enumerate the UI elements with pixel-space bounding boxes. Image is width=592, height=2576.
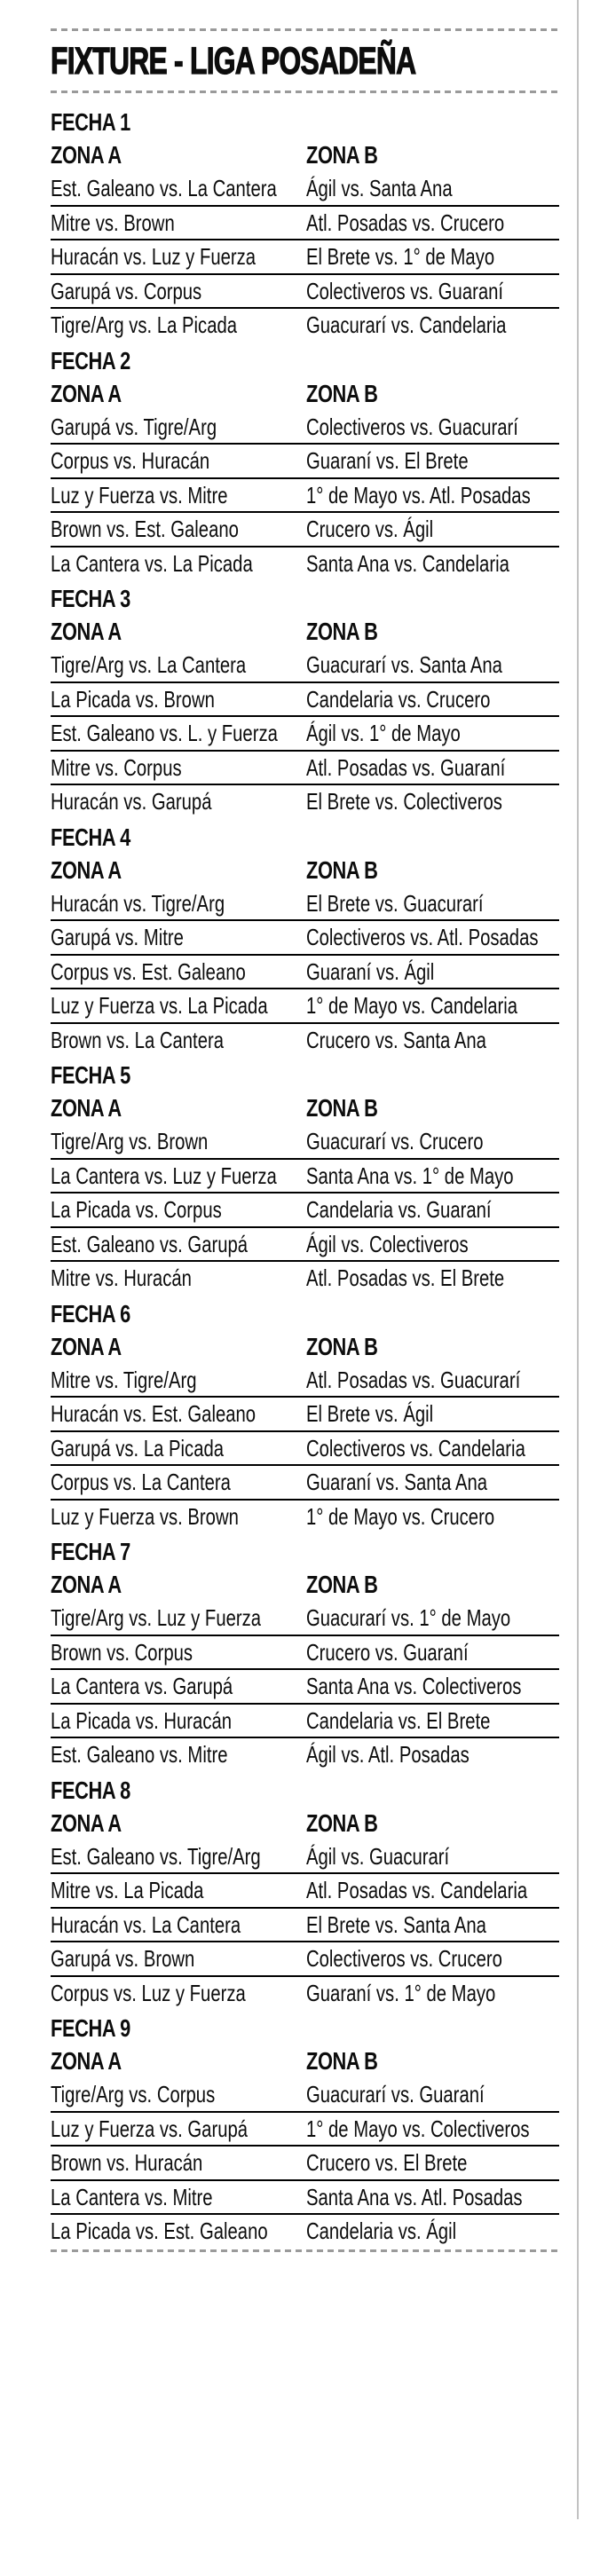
- zona-a-heading: ZONA A: [51, 1332, 122, 1360]
- match-row: [51, 1228, 559, 1263]
- match-cell-zona-a: Est. Galeano vs. La Cantera: [51, 175, 277, 201]
- zona-b-heading: ZONA B: [306, 618, 378, 645]
- fixture-round-section: [51, 105, 559, 343]
- match-cell-zona-a: Garupá vs. Brown: [51, 1945, 195, 1972]
- match-row: [51, 887, 559, 922]
- match-cell-zona-a: Garupá vs. Corpus: [51, 277, 202, 304]
- fecha-heading: FECHA 8: [51, 1776, 130, 1804]
- match-row: [51, 1398, 559, 1432]
- match-cell-zona-b: Colectiveros vs. Crucero: [306, 1945, 502, 1972]
- match-row: [51, 411, 559, 445]
- match-row: [51, 1874, 559, 1909]
- match-cell-zona-b: Ágil vs. Colectiveros: [306, 1230, 469, 1257]
- match-cell-zona-b: Atl. Posadas vs. El Brete: [306, 1264, 505, 1291]
- match-cell-zona-a: Mitre vs. Tigre/Arg: [51, 1366, 197, 1393]
- match-cell-zona-b: El Brete vs. Ágil: [306, 1400, 434, 1427]
- match-row: [51, 1977, 559, 2012]
- rounds-list: [51, 105, 559, 2249]
- match-row: [51, 1501, 559, 1535]
- match-row: [51, 1909, 559, 1943]
- zona-headings-row: [51, 615, 559, 649]
- match-row: [51, 1466, 559, 1501]
- match-cell-zona-b: Ágil vs. Guacurarí: [306, 1842, 450, 1870]
- match-row: [51, 2113, 559, 2147]
- match-row: [51, 1670, 559, 1705]
- match-cell-zona-a: Huracán vs. La Cantera: [51, 1910, 241, 1938]
- match-cell-zona-a: Huracán vs. Luz y Fuerza: [51, 243, 257, 270]
- match-cell-zona-b: Atl. Posadas vs. Guacurarí: [306, 1366, 521, 1393]
- match-cell-zona-a: Corpus vs. La Cantera: [51, 1469, 231, 1495]
- match-cell-zona-a: Tigre/Arg vs. Brown: [51, 1128, 209, 1154]
- match-cell-zona-b: 1° de Mayo vs. Atl. Posadas: [306, 481, 531, 508]
- match-cell-zona-b: Guacurarí vs. Guaraní: [306, 2081, 485, 2107]
- match-cell-zona-a: Luz y Fuerza vs. Garupá: [51, 2115, 249, 2142]
- match-cell-zona-b: Crucero vs. Ágil: [306, 516, 434, 542]
- match-cell-zona-a: Luz y Fuerza vs. Brown: [51, 1502, 239, 1530]
- title-block: [51, 31, 559, 91]
- match-row: [51, 1602, 559, 1636]
- fecha-heading: FECHA 6: [51, 1299, 130, 1327]
- match-cell-zona-b: Ágil vs. Santa Ana: [306, 175, 453, 201]
- match-cell-zona-b: Guaraní vs. Santa Ana: [306, 1469, 488, 1495]
- match-cell-zona-b: Candelaria vs. Guaraní: [306, 1196, 492, 1223]
- match-cell-zona-b: Ágil vs. Atl. Posadas: [306, 1741, 470, 1768]
- match-cell-zona-a: La Cantera vs. La Picada: [51, 549, 253, 577]
- match-row: [51, 956, 559, 990]
- zona-b-heading: ZONA B: [306, 141, 378, 169]
- match-cell-zona-b: Ágil vs. 1° de Mayo: [306, 720, 461, 746]
- match-row: [51, 2181, 559, 2216]
- match-cell-zona-b: Guacurarí vs. Santa Ana: [306, 651, 502, 678]
- match-row: [51, 2078, 559, 2113]
- match-row: [51, 2147, 559, 2181]
- match-row: [51, 2215, 559, 2249]
- match-cell-zona-a: Est. Galeano vs. Tigre/Arg: [51, 1842, 261, 1870]
- zona-headings-row: [51, 1091, 559, 1125]
- fixture-document: [51, 0, 559, 2252]
- zona-b-heading: ZONA B: [306, 1808, 378, 1837]
- zona-a-heading: ZONA A: [51, 618, 122, 645]
- match-row: [51, 1705, 559, 1739]
- match-row: [51, 1364, 559, 1398]
- match-cell-zona-b: Colectiveros vs. Candelaria: [306, 1434, 525, 1461]
- fecha-heading: FECHA 2: [51, 346, 130, 374]
- match-cell-zona-a: La Picada vs. Est. Galeano: [51, 2218, 268, 2244]
- match-cell-zona-a: Tigre/Arg vs. La Cantera: [51, 651, 247, 678]
- match-cell-zona-a: Brown vs. Corpus: [51, 1638, 193, 1666]
- match-cell-zona-b: Guacurarí vs. 1° de Mayo: [306, 1604, 511, 1631]
- match-cell-zona-a: Huracán vs. Est. Galeano: [51, 1400, 257, 1427]
- match-cell-zona-b: Guaraní vs. Ágil: [306, 957, 435, 985]
- match-cell-zona-b: Colectiveros vs. Guacurarí: [306, 413, 518, 440]
- match-cell-zona-b: 1° de Mayo vs. Crucero: [306, 1502, 495, 1530]
- match-row: [51, 445, 559, 479]
- match-cell-zona-a: Mitre vs. Huracán: [51, 1264, 192, 1291]
- match-cell-zona-a: Mitre vs. Corpus: [51, 753, 182, 781]
- match-cell-zona-b: Santa Ana vs. Atl. Posadas: [306, 2183, 523, 2210]
- match-cell-zona-b: Candelaria vs. El Brete: [306, 1706, 491, 1734]
- match-row: [51, 752, 559, 786]
- match-row: [51, 479, 559, 514]
- match-cell-zona-b: Atl. Posadas vs. Candelaria: [306, 1877, 528, 1903]
- match-row: [51, 1024, 559, 1059]
- match-cell-zona-b: Santa Ana vs. Candelaria: [306, 549, 509, 577]
- match-row: [51, 207, 559, 241]
- match-cell-zona-b: Candelaria vs. Ágil: [306, 2218, 457, 2244]
- match-cell-zona-b: Santa Ana vs. 1° de Mayo: [306, 1162, 514, 1189]
- fixture-round-section: [51, 820, 559, 1059]
- match-cell-zona-b: Guaraní vs. 1° de Mayo: [306, 1979, 496, 2006]
- fixture-round-section: [51, 1534, 559, 1773]
- match-cell-zona-b: 1° de Mayo vs. Candelaria: [306, 992, 518, 1019]
- match-row: [51, 1262, 559, 1296]
- zona-b-heading: ZONA B: [306, 1571, 378, 1598]
- fixture-round-section: [51, 1296, 559, 1535]
- match-row: [51, 989, 559, 1024]
- match-cell-zona-b: Colectiveros vs. Atl. Posadas: [306, 924, 539, 950]
- fixture-round-section: [51, 581, 559, 820]
- fixture-round-section: [51, 343, 559, 582]
- match-cell-zona-b: Guaraní vs. El Brete: [306, 447, 469, 474]
- match-row: [51, 1840, 559, 1875]
- match-row: [51, 309, 559, 343]
- zona-b-heading: ZONA B: [306, 1094, 378, 1122]
- match-row: [51, 547, 559, 582]
- fecha-heading: FECHA 5: [51, 1061, 130, 1089]
- match-cell-zona-b: Candelaria vs. Crucero: [306, 685, 491, 713]
- bottom-dashed-divider: [51, 2249, 559, 2252]
- match-row: [51, 1193, 559, 1228]
- zona-a-heading: ZONA A: [51, 1094, 122, 1122]
- match-row: [51, 1432, 559, 1467]
- zona-headings-row: [51, 2044, 559, 2078]
- zona-a-heading: ZONA A: [51, 1571, 122, 1598]
- match-cell-zona-a: Brown vs. Est. Galeano: [51, 516, 239, 542]
- match-cell-zona-a: Est. Galeano vs. Garupá: [51, 1230, 249, 1257]
- match-row: [51, 1160, 559, 1194]
- match-cell-zona-a: Tigre/Arg vs. Luz y Fuerza: [51, 1604, 262, 1631]
- match-row: [51, 683, 559, 718]
- match-row: [51, 1942, 559, 1977]
- match-cell-zona-a: Corpus vs. Luz y Fuerza: [51, 1979, 246, 2006]
- fecha-heading: FECHA 9: [51, 2014, 130, 2042]
- match-row: [51, 275, 559, 310]
- zona-headings-row: [51, 1807, 559, 1840]
- match-cell-zona-b: Crucero vs. Guaraní: [306, 1638, 469, 1666]
- zona-a-heading: ZONA A: [51, 141, 122, 169]
- title-bottom-dashed-divider: [51, 91, 559, 93]
- fixture-round-section: [51, 1058, 559, 1296]
- zona-b-heading: ZONA B: [306, 1332, 378, 1360]
- fixture-round-section: [51, 2011, 559, 2249]
- zona-b-heading: ZONA B: [306, 379, 378, 407]
- match-cell-zona-a: La Cantera vs. Mitre: [51, 2183, 213, 2210]
- match-cell-zona-a: Garupá vs. La Picada: [51, 1434, 225, 1461]
- match-cell-zona-b: Crucero vs. El Brete: [306, 2149, 468, 2176]
- match-cell-zona-b: El Brete vs. Guacurarí: [306, 889, 484, 917]
- match-cell-zona-a: Tigre/Arg vs. Corpus: [51, 2081, 216, 2107]
- match-cell-zona-a: Brown vs. La Cantera: [51, 1026, 225, 1053]
- match-cell-zona-b: 1° de Mayo vs. Colectiveros: [306, 2115, 530, 2142]
- zona-a-heading: ZONA A: [51, 2047, 122, 2075]
- zona-headings-row: [51, 1330, 559, 1364]
- match-cell-zona-b: Atl. Posadas vs. Guaraní: [306, 753, 506, 781]
- match-cell-zona-a: Mitre vs. La Picada: [51, 1877, 204, 1903]
- zona-a-heading: ZONA A: [51, 379, 122, 407]
- match-cell-zona-a: La Picada vs. Huracán: [51, 1706, 233, 1734]
- fecha-heading: FECHA 7: [51, 1538, 130, 1565]
- fixture-round-section: [51, 1773, 559, 2012]
- match-cell-zona-b: Guacurarí vs. Candelaria: [306, 311, 507, 338]
- fecha-heading: FECHA 1: [51, 108, 130, 136]
- match-cell-zona-a: Luz y Fuerza vs. La Picada: [51, 992, 268, 1019]
- match-cell-zona-a: Garupá vs. Mitre: [51, 924, 184, 950]
- match-cell-zona-b: El Brete vs. 1° de Mayo: [306, 243, 495, 270]
- zona-b-heading: ZONA B: [306, 855, 378, 884]
- match-row: [51, 513, 559, 547]
- fecha-heading: FECHA 4: [51, 823, 130, 851]
- zona-b-heading: ZONA B: [306, 2047, 378, 2075]
- match-cell-zona-a: Huracán vs. Garupá: [51, 788, 212, 815]
- match-cell-zona-a: Luz y Fuerza vs. Mitre: [51, 481, 228, 508]
- match-row: [51, 1738, 559, 1773]
- match-cell-zona-a: Est. Galeano vs. L. y Fuerza: [51, 720, 278, 746]
- match-cell-zona-a: Garupá vs. Tigre/Arg: [51, 413, 217, 440]
- match-cell-zona-a: La Picada vs. Brown: [51, 685, 215, 713]
- match-cell-zona-b: Atl. Posadas vs. Crucero: [306, 209, 505, 236]
- page-title: FIXTURE - LIGA POSADEÑA: [51, 40, 416, 83]
- match-row: [51, 240, 559, 275]
- match-cell-zona-a: Tigre/Arg vs. La Picada: [51, 311, 238, 338]
- match-cell-zona-a: Mitre vs. Brown: [51, 209, 175, 236]
- match-cell-zona-b: Santa Ana vs. Colectiveros: [306, 1673, 522, 1699]
- match-row: [51, 785, 559, 820]
- match-row: [51, 717, 559, 752]
- match-cell-zona-a: Corpus vs. Huracán: [51, 447, 210, 474]
- match-cell-zona-a: Corpus vs. Est. Galeano: [51, 957, 246, 985]
- zona-a-heading: ZONA A: [51, 1808, 122, 1837]
- zona-headings-row: [51, 854, 559, 887]
- zona-headings-row: [51, 377, 559, 411]
- match-cell-zona-b: Colectiveros vs. Guaraní: [306, 277, 504, 304]
- match-cell-zona-a: Brown vs. Huracán: [51, 2149, 203, 2176]
- match-cell-zona-b: Guacurarí vs. Crucero: [306, 1128, 484, 1154]
- match-cell-zona-a: Est. Galeano vs. Mitre: [51, 1741, 228, 1768]
- match-cell-zona-b: El Brete vs. Colectiveros: [306, 788, 502, 815]
- match-cell-zona-b: Crucero vs. Santa Ana: [306, 1026, 486, 1053]
- match-cell-zona-b: El Brete vs. Santa Ana: [306, 1910, 486, 1938]
- fecha-heading: FECHA 3: [51, 585, 130, 612]
- match-cell-zona-a: La Picada vs. Corpus: [51, 1196, 222, 1223]
- match-row: [51, 1125, 559, 1160]
- zona-headings-row: [51, 1568, 559, 1602]
- match-row: [51, 649, 559, 683]
- match-cell-zona-a: La Cantera vs. Luz y Fuerza: [51, 1162, 277, 1189]
- match-cell-zona-a: Huracán vs. Tigre/Arg: [51, 889, 225, 917]
- match-row: [51, 1636, 559, 1671]
- match-cell-zona-a: La Cantera vs. Garupá: [51, 1673, 233, 1699]
- match-row: [51, 172, 559, 207]
- match-row: [51, 921, 559, 956]
- zona-a-heading: ZONA A: [51, 855, 122, 884]
- zona-headings-row: [51, 138, 559, 172]
